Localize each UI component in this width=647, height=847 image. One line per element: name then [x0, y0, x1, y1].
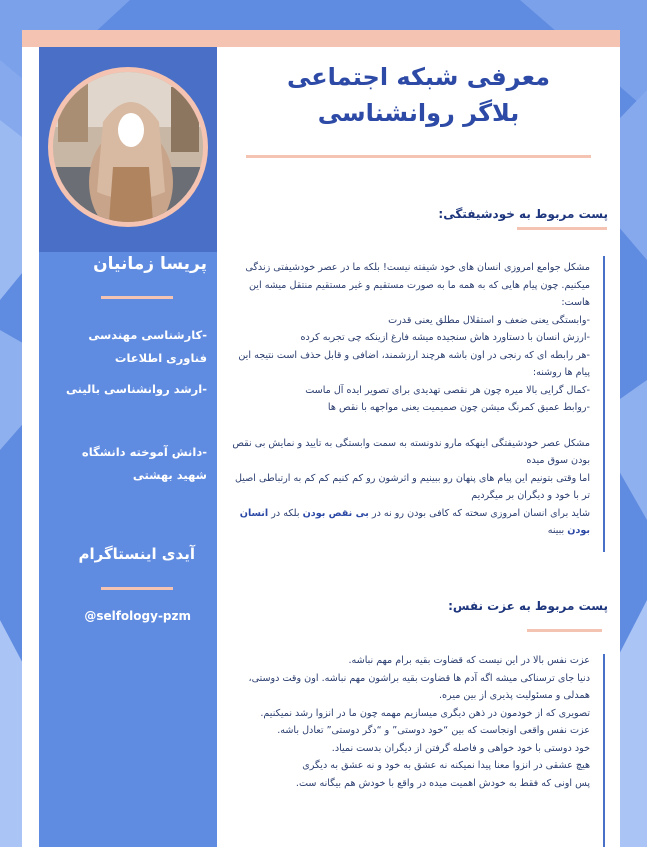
instagram-divider: [101, 587, 173, 590]
closing-paragraph: شاید برای انسان امروزی سخته که کافی بودن رو نه در بی نقص بودن بلکه در انسان بودن ببینه: [239, 507, 590, 536]
section-2-body: [225, 652, 590, 792]
credential-it: -کارشناسی مهندسی فناوری اطلاعات: [88, 328, 207, 365]
paragraph: عزت نفس واقعی اونجاست که بین “خود دوستی” و “دگر دوستی” تعادل باشه.: [277, 725, 590, 736]
paragraph: اما وقتی بتونیم این پیام های پنهان رو ببینیم و اثرشون رو کم کنیم کم کم به ارتباطی اصیل تر با خود و دیگران بر میگردیم: [235, 472, 590, 501]
paragraph: مشکل جوامع امروزی انسان های خود شیفته نیست! بلکه ما در عصر خودشیفتی زندگی میکنیم. چون پیام هایی که به همه ما به صورت مستقیم و غیر مستقیم منتقل میشه این هاست:: [245, 262, 590, 308]
credential-university: -دانش آموخته دانشگاه شهید بهشتی: [81, 445, 207, 482]
paragraph: -ارزش انسان با دستاورد هاش سنجیده میشه فارغ ازینکه چی تجربه کرده: [300, 332, 590, 343]
paragraph: هیچ عشقی در انزوا معنا پیدا نمیکنه نه عشق به خود و نه عشق به دیگری: [302, 760, 590, 771]
paragraph: دنیا جای ترسناکی میشه اگه آدم ها قضاوت بقیه براشون مهم نباشه. اون وقت دوستی، همدلی و مسئولیت پذیری از بین میره.: [248, 672, 590, 701]
document-page: [22, 30, 620, 847]
paragraph: -هر رابطه ای که رنجی در اون باشه هرچند ارزشمند، اضافی و قابل حذف است نتیجه این پیام ها روشنه:: [238, 349, 590, 378]
avatar: [53, 72, 203, 222]
section-heading-narcissism: پست مربوط به خودشیفتگی:: [438, 207, 608, 221]
paragraph: عزت نفس بالا در این نیست که قضاوت بقیه برام مهم نباشه.: [348, 655, 590, 666]
section-1-body: [225, 259, 590, 540]
paragraph: پس اونی که فقط به خودش اهمیت میده در واقع با خودش هم بیگانه ست.: [295, 777, 590, 789]
paragraph: -وابستگی یعنی ضعف و استقلال مطلق یعنی قدرت: [388, 314, 590, 326]
profile-name: پریسا زمانیان: [93, 254, 207, 274]
credential-psychology: -ارشد روانشناسی بالینی: [66, 382, 207, 396]
emphasis-being-human: انسان بودن: [239, 507, 590, 536]
title-line-2: بلاگر روانشناسی: [317, 99, 520, 127]
heading-divider-1: [517, 227, 607, 230]
paragraph: مشکل عصر خودشیفتگی اینهکه مارو ندونسته به سمت وابستگی به تایید و نمایش بی نقص بودن سوق میده: [232, 437, 590, 466]
avatar-photo-icon: [53, 72, 203, 222]
section-heading-self-esteem: پست مربوط به عزت نفس:: [448, 599, 608, 613]
instagram-label: آیدی اینستاگرام: [78, 545, 195, 563]
paragraph: تصویری که از خودمون در ذهن دیگری میسازیم مهمه چون ما در انزوا رشد نمیکنیم.: [260, 707, 590, 719]
name-divider: [101, 296, 173, 299]
title-divider: [246, 155, 591, 158]
top-accent-band: [22, 30, 620, 47]
paragraph: -کمال گرایی بالا میره چون هر نقصی تهدیدی برای تصویر ایده آل ماست: [305, 384, 590, 396]
section-1-rule: [603, 256, 605, 552]
instagram-id-link[interactable]: @selfology-pzm: [84, 609, 191, 623]
profile-sidebar: [39, 47, 217, 847]
page-title: [217, 59, 620, 131]
avatar-ring: [48, 67, 208, 227]
emphasis-flawless: بی نقص بودن: [302, 507, 369, 519]
heading-divider-2: [527, 629, 602, 632]
section-2-rule: [603, 654, 605, 847]
paragraph: -روابط عمیق کمرنگ میشن چون صمیمیت یعنی مواجهه با نقص ها: [327, 402, 590, 413]
title-line-1: معرفی شبکه اجتماعی: [286, 63, 551, 91]
paragraph: خود دوستی با خود خواهی و فاصله گرفتن از دیگران بدست نمیاد.: [331, 742, 590, 754]
